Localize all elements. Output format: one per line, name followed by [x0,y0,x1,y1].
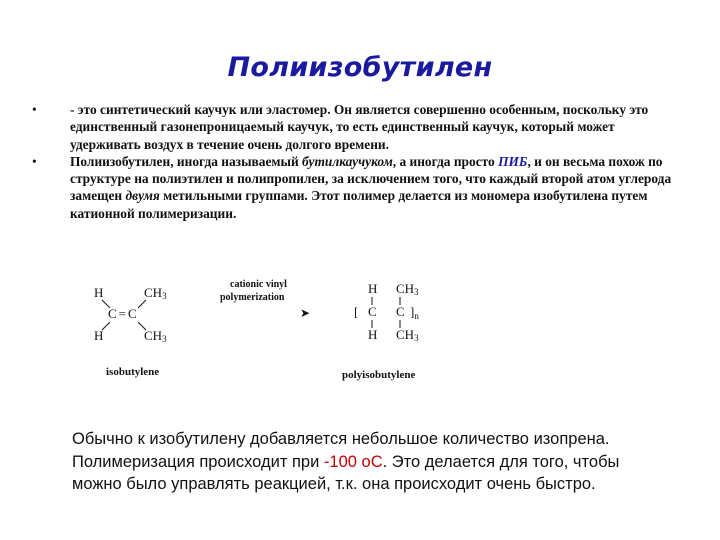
slide-title: Полиизобутилен [227,52,493,83]
polymer-bracket-open: [ [354,304,359,319]
polymer-bracket-close: ]$_n$ [410,304,419,321]
temperature-unit: oC [361,452,383,471]
bullet-text-part: Полиизобутилен, иногда называемый [70,153,303,169]
bullet-text-part: , а иногда просто [392,153,499,169]
polymer-label: polyisobutylene [342,369,416,381]
reaction-arrow-icon: ➤ [300,306,311,320]
polymer-c2: C [396,304,405,319]
note-line: можно было управлять реакцией, т.к. она происходит очень быстро. [72,475,596,493]
bullet-item-definition [28,101,678,153]
reaction-scheme [80,272,540,392]
bullet-marker: • [32,102,37,117]
bullet-text-part: метильными группами. Этот полимер делается из мономера изобутилена путем катионной полимеризации. [70,188,648,221]
monomer-h-top: H [94,285,104,300]
bullet-text: - это синтетический каучук или эластомер. Он является совершенно особенным, поскольку это единственный газонепроницаемый каучук, то есть единственный каучук, который может удерживать воздух в течение очень долгого времени. [70,102,649,152]
term-two: двумя [125,188,160,204]
temperature-value: -100 [323,452,362,471]
bond-line [138,300,146,308]
term-butyl-rubber: бутилкаучуком [302,153,393,169]
monomer-double-bond: C=C [108,306,139,321]
note-line: Обычно к изобутилену добавляется небольшое количество изопрена. [72,430,610,448]
polymer-ch3-bottom: CH3 [396,327,419,343]
polymer-h-bottom: H [368,327,378,342]
polymer-h-top: H [368,281,378,296]
note-paragraph [72,428,692,496]
monomer-ch3-bottom: CH3 [144,328,167,344]
monomer-ch3-top: CH3 [144,285,167,301]
note-line: Полимеризация происходит при -100 oC. Это делается для того, чтобы [72,452,620,471]
bullet-item-structure [28,153,678,222]
bullet-list [28,101,678,222]
arrow-label-line2: polymerization [220,292,285,303]
monomer-label: isobutylene [106,366,160,378]
monomer-h-bottom: H [94,328,104,343]
bullet-text-part: , и он весьма похож по структуре на полиэтилен и полипропилен, за исключением того, что каждый второй атом углерода замещен [70,153,672,204]
term-pib: ПИБ [498,153,528,169]
polymer-c1: C [368,304,377,319]
arrow-label-line1: cationic vinyl [230,279,287,290]
polymer-ch3-top: CH3 [396,281,419,297]
bullet-marker: • [32,153,37,169]
